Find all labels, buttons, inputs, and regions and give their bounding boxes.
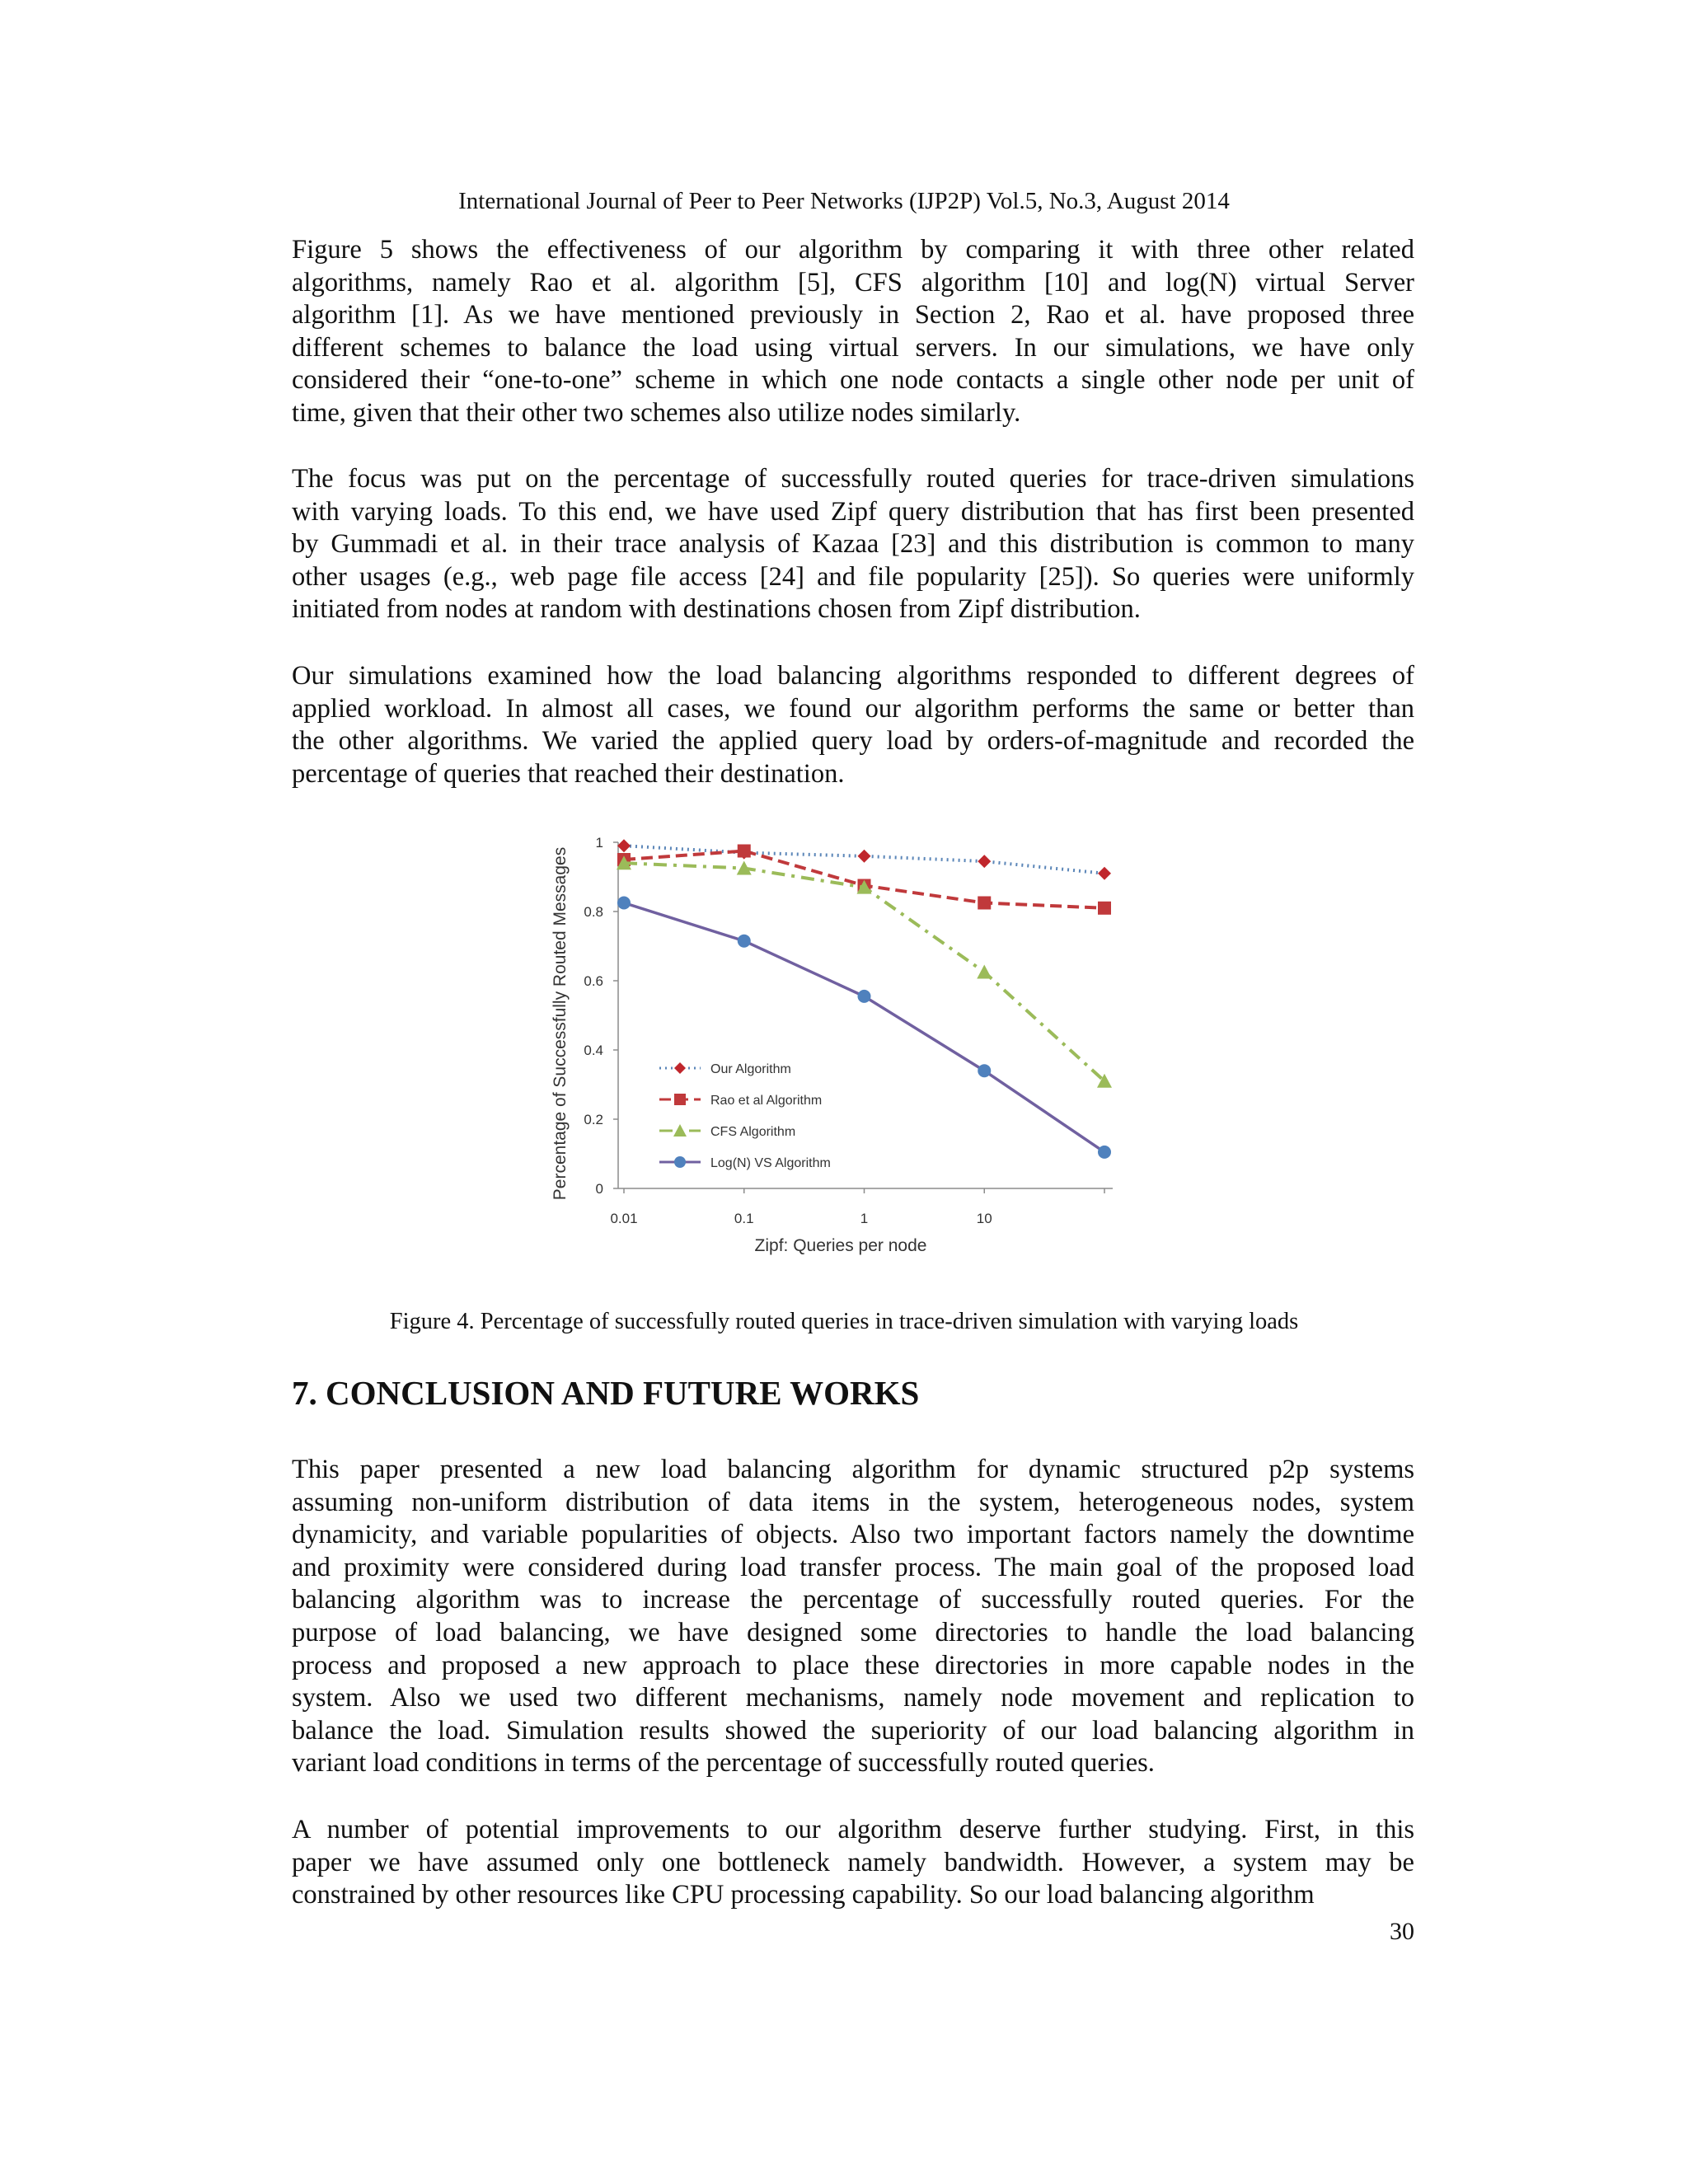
paragraph-conclusion — [292, 1454, 1414, 1780]
text-line: system. Also we used two different mechanisms, namely node movement and replication to — [292, 1683, 1414, 1713]
text-line: algorithm [1]. As we have mentioned previously in Section 2, Rao et al. have proposed three — [292, 300, 1414, 330]
series-line — [624, 903, 1104, 1152]
data-point — [738, 845, 751, 858]
series-line — [624, 863, 1104, 1081]
data-point — [858, 850, 871, 863]
text-line: A number of potential improvements to our algorithm deserve further studying. First, in this — [292, 1815, 1414, 1844]
text-line: other usages (e.g., web page file access [24] and file popularity [25]). So queries were uniformly — [292, 561, 1414, 592]
text-line: applied workload. In almost all cases, we found our algorithm performs the same or better than — [292, 693, 1414, 724]
text-line: The focus was put on the percentage of successfully routed queries for trace-driven simulations — [292, 464, 1414, 494]
legend-label: CFS Algorithm — [710, 1125, 796, 1139]
y-tick-label: 0.6 — [584, 973, 603, 989]
paragraph-focus — [292, 463, 1414, 626]
data-point — [738, 935, 751, 948]
text-line: assuming non-uniform distribution of data items in the system, heterogeneous nodes, system — [292, 1487, 1414, 1517]
y-axis-title: Percentage of Successfully Routed Messages — [551, 846, 570, 1201]
text-line: Figure 5 shows the effectiveness of our algorithm by comparing it with three other related — [292, 235, 1414, 265]
data-point — [978, 897, 991, 910]
text-line: paper we have assumed only one bottleneck namely bandwidth. However, a system may be — [292, 1847, 1414, 1877]
text-line: balancing algorithm was to increase the percentage of successfully routed queries. For the — [292, 1585, 1414, 1615]
x-tick-label: 0.01 — [610, 1211, 638, 1226]
data-point — [977, 965, 992, 979]
legend-marker — [674, 1156, 686, 1168]
text-line: by Gummadi et al. in their trace analysis of Kazaa [23] and this distribution is common to many — [292, 529, 1414, 560]
data-point — [617, 839, 631, 852]
text-line: process and proposed a new approach to place these directories in more capable nodes in the — [292, 1650, 1414, 1680]
legend-marker — [674, 1094, 686, 1105]
y-tick-label: 0.8 — [584, 904, 603, 920]
paragraph-simulations — [292, 660, 1414, 790]
data-point — [1098, 1146, 1111, 1159]
text-line: initiated from nodes at random with destinations chosen from Zipf distribution. — [292, 594, 1141, 625]
text-line: balance the load. Simulation results showed the superiority of our load balancing algorithm in — [292, 1715, 1414, 1746]
text-line: constrained by other resources like CPU processing capability. So our load balancing algorithm — [292, 1880, 1315, 1910]
data-point — [978, 855, 991, 868]
text-line: dynamicity, and variable popularities of objects. Also two important factors namely the downtime — [292, 1520, 1414, 1550]
section-title: 7. CONCLUSION AND FUTURE WORKS — [292, 1374, 920, 1412]
paragraph-improvements — [292, 1814, 1414, 1912]
legend-label: Rao et al Algorithm — [710, 1094, 823, 1108]
y-tick-label: 0.2 — [584, 1112, 603, 1127]
data-point — [617, 897, 631, 910]
text-line: percentage of queries that reached their destination. — [292, 758, 845, 789]
page-number: 30 — [1390, 1918, 1414, 1945]
x-tick-label: 0.1 — [734, 1211, 754, 1226]
y-tick-label: 0.4 — [584, 1043, 603, 1058]
data-point — [978, 1064, 991, 1077]
x-tick-label: 10 — [976, 1211, 992, 1226]
data-point — [858, 990, 871, 1003]
text-line: considered their “one-to-one” scheme in which one node contacts a single other node per unit of — [292, 365, 1414, 396]
text-line: variant load conditions in terms of the percentage of successfully routed queries. — [292, 1748, 1155, 1779]
text-line: Our simulations examined how the load balancing algorithms responded to different degrees of — [292, 661, 1414, 691]
journal-header: International Journal of Peer to Peer Networks (IJP2P) Vol.5, No.3, August 2014 — [458, 188, 1230, 214]
results-line-chart — [544, 824, 1137, 1269]
x-axis-title: Zipf: Queries per node — [754, 1236, 927, 1255]
data-point — [1098, 902, 1111, 915]
text-line: different schemes to balance the load using virtual servers. In our simulations, we have only — [292, 332, 1414, 363]
text-line: This paper presented a new load balancing algorithm for dynamic structured p2p systems — [292, 1455, 1414, 1484]
text-line: with varying loads. To this end, we have used Zipf query distribution that has first been presented — [292, 496, 1414, 527]
data-point — [1098, 867, 1111, 880]
text-line: the other algorithms. We varied the applied query load by orders-of-magnitude and recorded the — [292, 726, 1414, 757]
text-line: algorithms, namely Rao et al. algorithm [5], CFS algorithm [10] and log(N) virtual Server — [292, 267, 1414, 298]
legend-marker — [674, 1062, 686, 1074]
y-tick-label: 0 — [595, 1181, 603, 1197]
figure-caption: Figure 4. Percentage of successfully routed queries in trace-driven simulation with varying loads — [389, 1309, 1299, 1334]
legend-label: Log(N) VS Algorithm — [710, 1156, 831, 1170]
legend-label: Our Algorithm — [710, 1062, 791, 1076]
text-line: purpose of load balancing, we have designed some directories to handle the load balancing — [292, 1617, 1414, 1647]
y-tick-label: 1 — [595, 835, 603, 851]
text-line: and proximity were considered during load transfer process. The main goal of the proposed load — [292, 1552, 1414, 1582]
text-line: time, given that their other two schemes also utilize nodes similarly. — [292, 397, 1021, 428]
legend-marker — [673, 1124, 687, 1137]
paragraph-figure5 — [292, 234, 1414, 430]
x-tick-label: 1 — [860, 1211, 869, 1226]
